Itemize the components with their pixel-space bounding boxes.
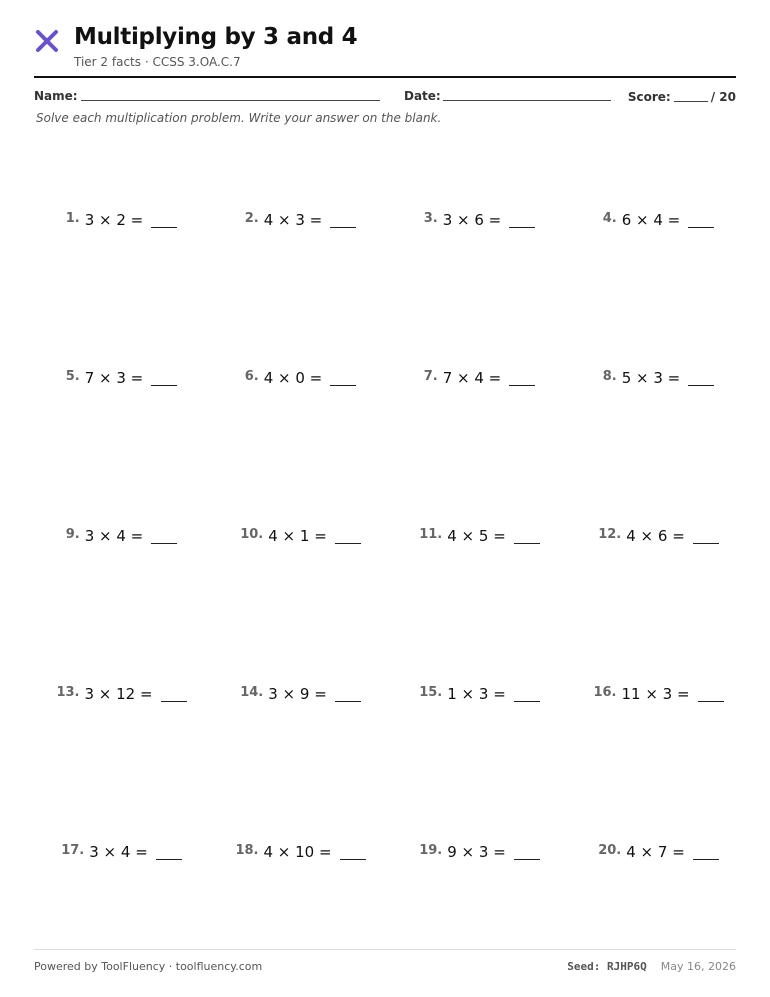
problem-expression: 4 × 3 = — [263, 211, 323, 229]
problem-expression: 4 × 6 = — [626, 527, 685, 545]
problem-expression: 7 × 4 = — [442, 369, 502, 387]
answer-blank[interactable] — [340, 845, 366, 860]
problem-number: 4. — [602, 210, 617, 226]
problem-expression: 11 × 3 = — [621, 685, 690, 703]
problem-expression: 3 × 2 = — [84, 211, 144, 229]
name-blank[interactable] — [81, 100, 380, 101]
problem-number: 8. — [602, 368, 617, 384]
answer-blank[interactable] — [514, 529, 540, 544]
answer-blank[interactable] — [514, 845, 540, 860]
problem-expression: 4 × 0 = — [263, 369, 323, 387]
problem-expression: 4 × 7 = — [626, 843, 685, 861]
page-title: Multiplying by 3 and 4 — [74, 24, 358, 50]
problem-18 — [213, 837, 388, 867]
multiply-x-icon — [34, 28, 60, 54]
date-blank[interactable] — [443, 100, 611, 101]
problem-number: 16. — [593, 684, 617, 700]
problem-expression: 3 × 12 = — [84, 685, 153, 703]
problem-expression: 3 × 4 = — [84, 527, 144, 545]
answer-blank[interactable] — [335, 687, 361, 702]
problem-expression: 1 × 3 = — [447, 685, 506, 703]
footer-divider — [34, 949, 736, 950]
problem-number: 1. — [65, 210, 80, 226]
answer-blank[interactable] — [330, 213, 356, 228]
problem-expression: 7 × 3 = — [84, 369, 144, 387]
problem-15 — [392, 679, 567, 709]
problem-expression: 3 × 4 = — [89, 843, 148, 861]
problem-8 — [571, 363, 746, 393]
instructions: Solve each multiplication problem. Write your answer on the blank. — [36, 111, 442, 125]
answer-blank[interactable] — [698, 687, 724, 702]
problem-7 — [392, 363, 567, 393]
problem-2 — [213, 205, 388, 235]
answer-blank[interactable] — [509, 371, 535, 386]
problem-grid — [34, 140, 736, 930]
problem-number: 6. — [244, 368, 259, 384]
problem-number: 7. — [423, 368, 438, 384]
problem-number: 17. — [61, 842, 85, 858]
score-field — [628, 89, 736, 104]
date-label: Date: — [404, 89, 441, 103]
footer-date: May 16, 2026 — [660, 960, 736, 973]
problem-number: 12. — [598, 526, 622, 542]
problem-20 — [571, 837, 746, 867]
answer-blank[interactable] — [693, 529, 719, 544]
problem-3 — [392, 205, 567, 235]
header-divider — [34, 76, 736, 78]
problem-1 — [34, 205, 209, 235]
problem-16 — [571, 679, 746, 709]
problem-9 — [34, 521, 209, 551]
answer-blank[interactable] — [688, 371, 714, 386]
name-label: Name: — [34, 89, 78, 103]
problem-10 — [213, 521, 388, 551]
problem-19 — [392, 837, 567, 867]
problem-number: 19. — [419, 842, 443, 858]
problem-17 — [34, 837, 209, 867]
score-total: / 20 — [710, 90, 736, 104]
problem-number: 20. — [598, 842, 622, 858]
problem-expression: 6 × 4 = — [621, 211, 681, 229]
problem-11 — [392, 521, 567, 551]
answer-blank[interactable] — [509, 213, 535, 228]
problem-number: 5. — [65, 368, 80, 384]
problem-number: 13. — [56, 684, 80, 700]
problem-4 — [571, 205, 746, 235]
page-subtitle: Tier 2 facts · CCSS 3.OA.C.7 — [74, 55, 241, 69]
answer-blank[interactable] — [151, 529, 177, 544]
answer-blank[interactable] — [693, 845, 719, 860]
powered-by-text: Powered by ToolFluency · toolfluency.com — [34, 960, 263, 973]
problem-5 — [34, 363, 209, 393]
problem-number: 9. — [65, 526, 80, 542]
problem-number: 15. — [419, 684, 443, 700]
problem-expression: 5 × 3 = — [621, 369, 681, 387]
answer-blank[interactable] — [330, 371, 356, 386]
answer-blank[interactable] — [161, 687, 187, 702]
score-blank[interactable] — [674, 89, 708, 102]
answer-blank[interactable] — [151, 371, 177, 386]
problem-number: 18. — [235, 842, 259, 858]
problem-6 — [213, 363, 388, 393]
answer-blank[interactable] — [151, 213, 177, 228]
score-label: Score: — [627, 90, 671, 104]
problem-12 — [571, 521, 746, 551]
answer-blank[interactable] — [335, 529, 361, 544]
problem-expression: 3 × 6 = — [442, 211, 502, 229]
answer-blank[interactable] — [688, 213, 714, 228]
problem-number: 10. — [240, 526, 264, 542]
problem-expression: 4 × 1 = — [268, 527, 327, 545]
footer-info — [567, 960, 736, 973]
problem-14 — [213, 679, 388, 709]
seed-code: Seed: RJHP6Q — [567, 960, 647, 973]
problem-expression: 4 × 10 = — [263, 843, 332, 861]
problem-expression: 9 × 3 = — [447, 843, 506, 861]
answer-blank[interactable] — [514, 687, 540, 702]
student-info-row — [34, 89, 736, 105]
problem-expression: 4 × 5 = — [447, 527, 506, 545]
problem-number: 14. — [240, 684, 264, 700]
problem-number: 11. — [419, 526, 443, 542]
problem-number: 3. — [423, 210, 438, 226]
problem-number: 2. — [244, 210, 259, 226]
problem-13 — [34, 679, 209, 709]
problem-expression: 3 × 9 = — [268, 685, 327, 703]
answer-blank[interactable] — [156, 845, 182, 860]
